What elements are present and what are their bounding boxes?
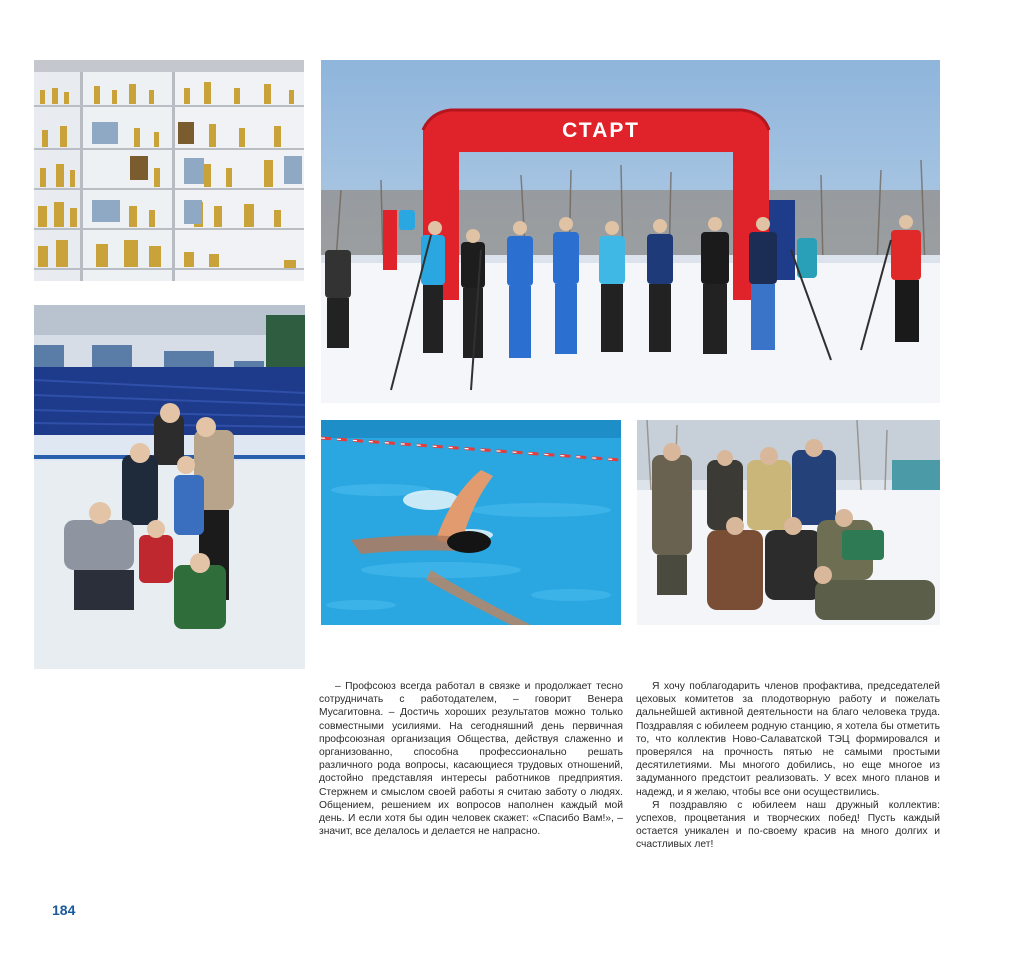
page-number: 184 — [52, 902, 76, 918]
photo-winter-group — [637, 420, 940, 625]
photo-trophy-cabinet — [34, 60, 304, 281]
paragraph: Я хочу поблагодарить членов профактива, председателей цеховых комитетов за плодотворную работу и пожелать дальнейшей активной деятельности на благо человека труда. Поздравляя с юбилеем родную станцию, я хотела бы отметить то, что коллектив Ново-Салаватской ТЭЦ формировался и проверялся на прочность пятью не самыми простыми десятилетиями. Мы многого добились, но еще многое из задуманного предстоит реализовать. У всех много планов и надежд, и я желаю, чтобы все они осуществились. — [636, 681, 940, 798]
photo-swimmer — [321, 420, 621, 625]
paragraph: – Профсоюз всегда работал в связке и продолжает тесно сотрудничать с работодателем, – говорит Венера Мусагитовна. – Достичь хороших результатов можно только совместными усилиями. На сегодняшний день первичная профсоюзная организация Общества, действуя слаженно и организованно, способна профессионально решать различного рода вопросы, касающиеся трудовых отношений, достойно представляя интересы работников предприятия. Стержнем и смыслом своей работы я считаю заботу о людях. Общением, решением их вопросов наполнен каждый мой день. И если хотя бы один человек скажет: «Спасибо Вам!», – значит, все делалось и делается не напрасно. — [319, 681, 623, 838]
paragraph: Я поздравляю с юбилеем наш дружный коллектив: успехов, процветания и творческих побед! Пусть каждый остается уникален и по-своему красив на много долгих и счастливых лет! — [636, 799, 940, 851]
text-column-right — [636, 680, 940, 852]
text-column-left — [319, 680, 623, 838]
photo-ice-rink-family — [34, 305, 305, 669]
start-banner-text: СТАРТ — [562, 119, 640, 142]
photo-ski-race-start — [321, 60, 940, 403]
